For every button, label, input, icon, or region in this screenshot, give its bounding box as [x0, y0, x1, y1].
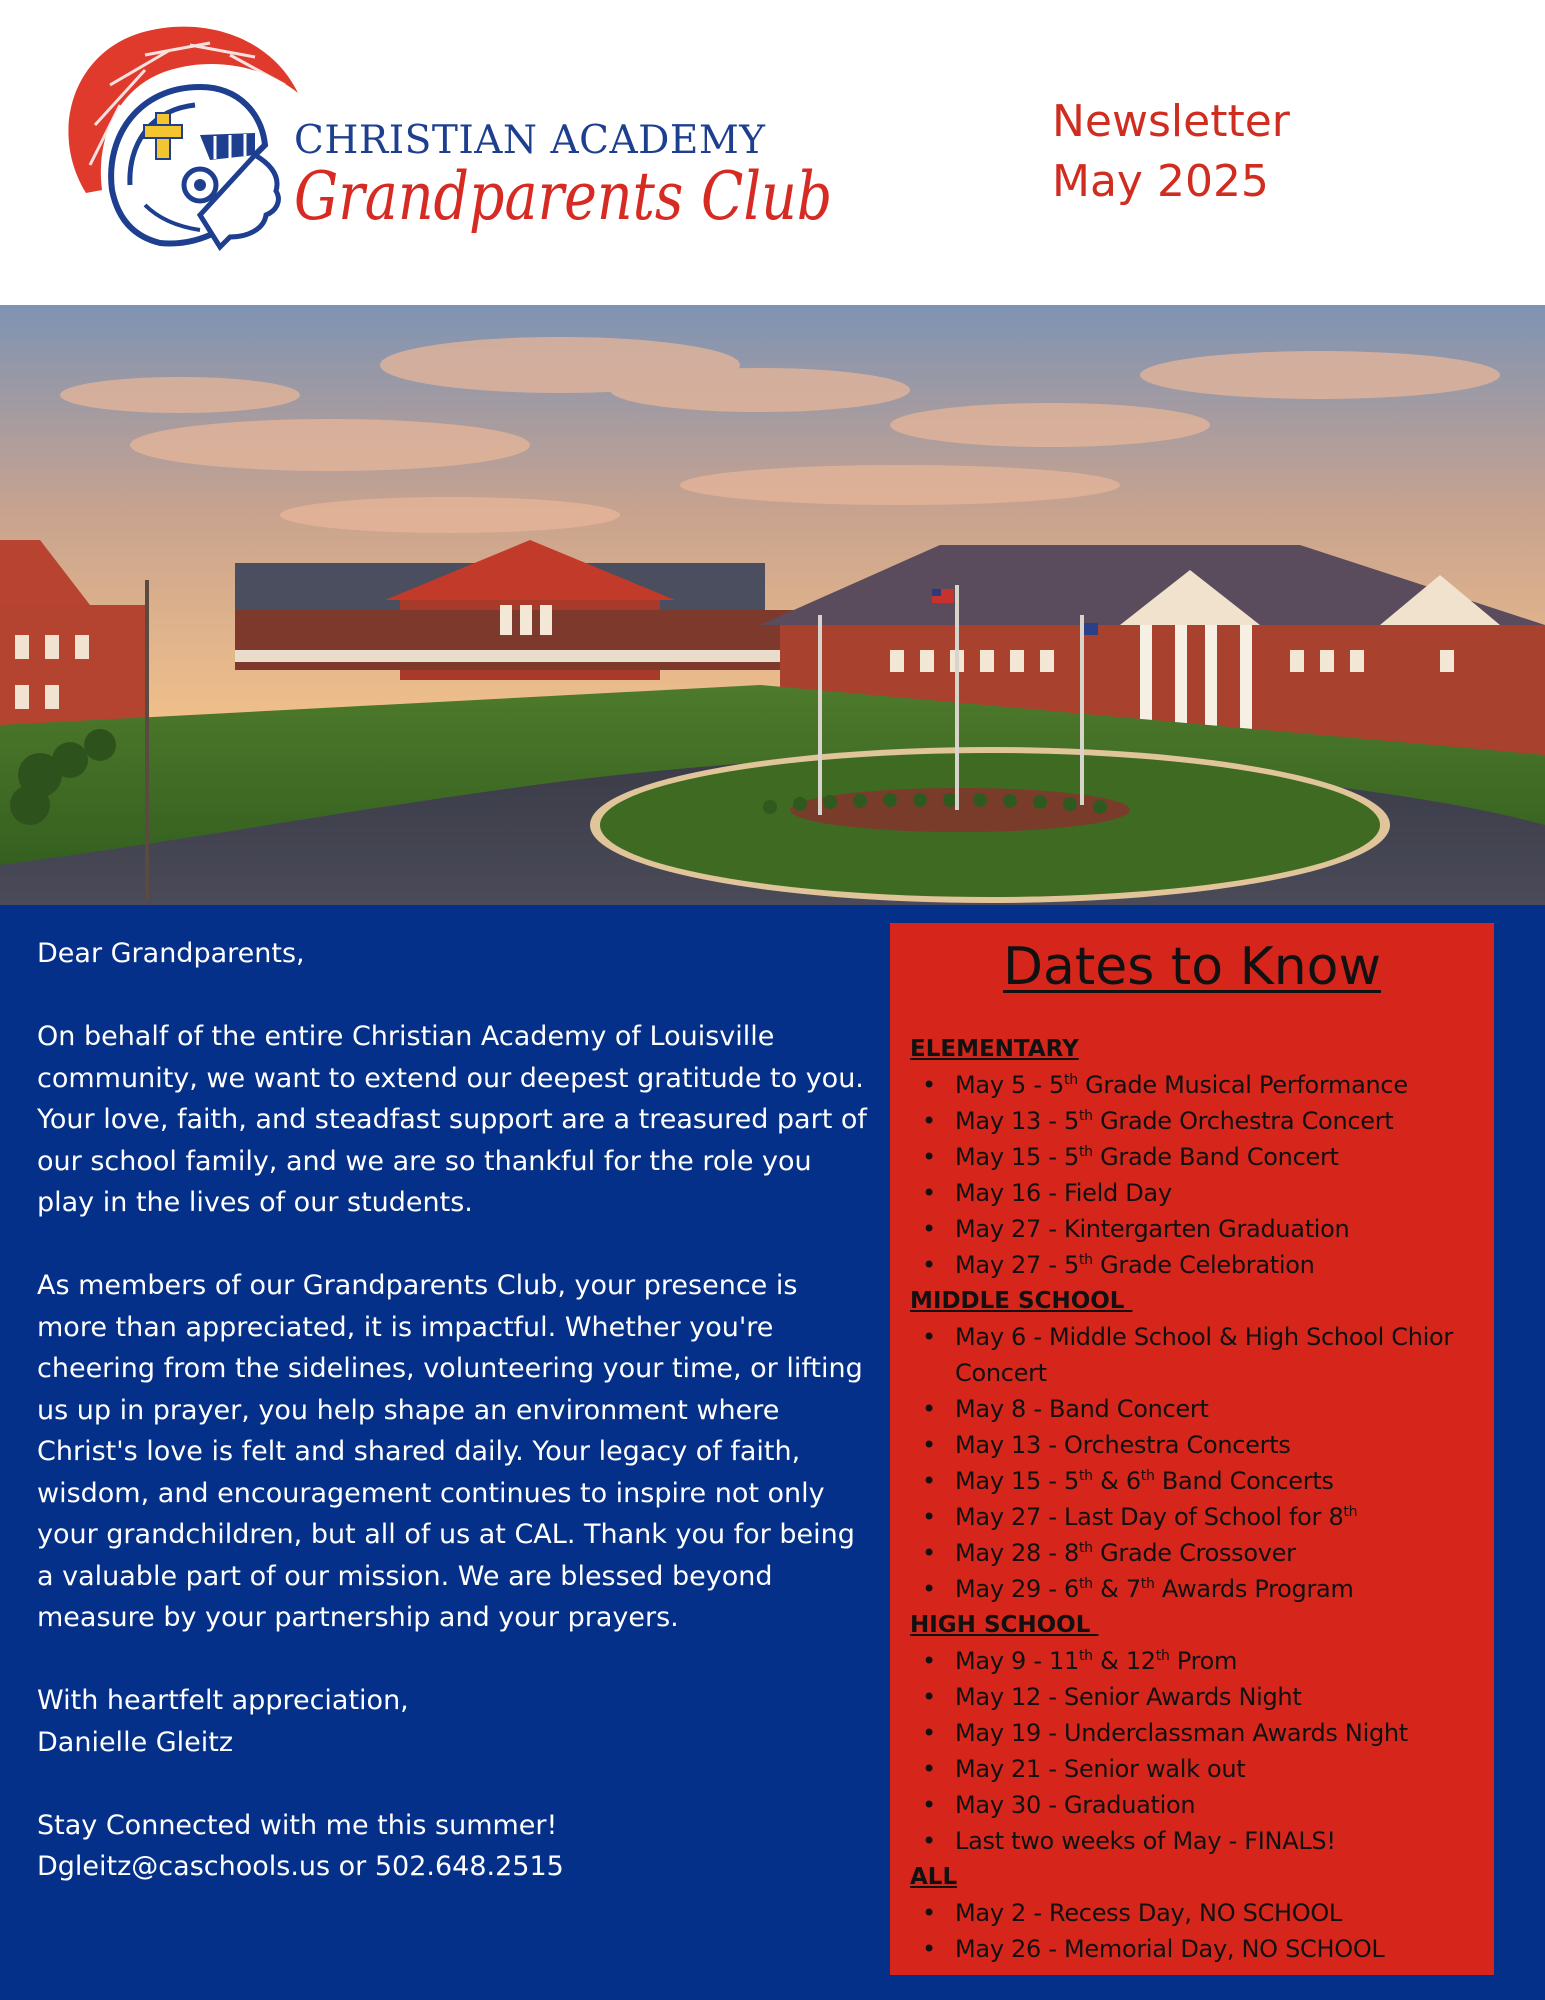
date-item [910, 1787, 1490, 1823]
dates-list [910, 1031, 1490, 1967]
ordinal-suffix: th [1140, 1576, 1155, 1592]
letter-greeting: Dear Grandparents, [37, 938, 305, 969]
date-item [910, 1535, 1490, 1571]
ordinal-suffix: th [1078, 1108, 1093, 1124]
date-item [910, 1247, 1490, 1283]
date-item-text: May 21 - Senior walk out [955, 1755, 1246, 1783]
date-item-text: Awards Program [1154, 1575, 1354, 1603]
spartan-helmet-logo [50, 15, 310, 275]
date-item-text: May 15 - 5 [955, 1467, 1079, 1495]
ordinal-suffix: th [1078, 1576, 1093, 1592]
date-item [910, 1103, 1490, 1139]
content-panel [0, 905, 1545, 2000]
date-item-text: & 7 [1092, 1575, 1141, 1603]
date-item-text: May 15 - 5 [955, 1143, 1079, 1171]
dates-to-know-box [890, 923, 1494, 1975]
date-item-text: Grade Crossover [1092, 1539, 1296, 1567]
ordinal-suffix: th [1140, 1468, 1155, 1484]
letter-signature: Danielle Gleitz [37, 1726, 234, 1758]
ordinal-suffix: th [1078, 1540, 1093, 1556]
date-item-text: Grade Celebration [1092, 1251, 1315, 1279]
date-item-text: May 19 - Underclassman Awards Night [955, 1719, 1408, 1747]
ordinal-suffix: th [1155, 1648, 1170, 1664]
date-item-text: & 12 [1092, 1647, 1156, 1675]
date-item [910, 1139, 1490, 1175]
date-item-text: Grade Orchestra Concert [1092, 1107, 1394, 1135]
date-item-text: Last two weeks of May - FINALS! [955, 1827, 1336, 1855]
date-item-text: May 30 - Graduation [955, 1791, 1196, 1819]
date-item-text: May 16 - Field Day [955, 1179, 1172, 1207]
date-item [910, 1211, 1490, 1247]
date-item-text: Prom [1169, 1647, 1238, 1675]
brand-name: CHRISTIAN ACADEMY [294, 118, 766, 163]
date-item-text: Grade Band Concert [1092, 1143, 1339, 1171]
ordinal-suffix: th [1078, 1648, 1093, 1664]
date-item-text: May 5 - 5 [955, 1071, 1065, 1099]
date-item [910, 1499, 1490, 1535]
date-item [910, 1823, 1490, 1859]
date-item-text: May 29 - 6 [955, 1575, 1079, 1603]
date-item-text: May 9 - 11 [955, 1647, 1079, 1675]
contact-line: Stay Connected with me this summer! [37, 1809, 558, 1841]
date-item [910, 1679, 1490, 1715]
letter-paragraph-1: On behalf of the entire Christian Academy of Louisville community, we want to extend our deepest gratitude to you. Your love, faith, and steadfast support are a treasured part of our school family, and we are so thankful for the role you play in the lives of our students. [37, 1021, 867, 1218]
letter-paragraph-2: As members of our Grandparents Club, your presence is more than appreciated, it is impactful. Whether you're cheering from the sidelines, volunteering your time, or lifting us up in prayer, you help shape an environment where Christ's love is felt and shared daily. Your legacy of faith, wisdom, and encouragement continues to inspire not only your grandchildren, but all of us at CAL. Thank you for being a valuable part of our mission. We are blessed beyond measure by your partnership and your prayers. [37, 1270, 863, 1633]
date-item [910, 1643, 1490, 1679]
date-item [910, 1931, 1490, 1967]
dates-section-heading: HIGH SCHOOL [910, 1612, 1099, 1638]
date-item-text: Band Concerts [1154, 1467, 1334, 1495]
date-item-text: May 27 - 5 [955, 1251, 1079, 1279]
date-item-text: May 27 - Kintergarten Graduation [955, 1215, 1350, 1243]
date-item-text: May 13 - 5 [955, 1107, 1079, 1135]
date-item-text: May 28 - 8 [955, 1539, 1079, 1567]
date-item-text: May 6 - Middle School & High School Chior Concert [955, 1323, 1453, 1387]
date-item [910, 1175, 1490, 1211]
date-item-text: May 8 - Band Concert [955, 1395, 1209, 1423]
dates-title: Dates to Know [1002, 937, 1382, 997]
ordinal-suffix: th [1078, 1144, 1093, 1160]
date-item-text: May 2 - Recess Day, NO SCHOOL [955, 1899, 1343, 1927]
newsletter-label: Newsletter [1052, 96, 1290, 147]
date-item [910, 1715, 1490, 1751]
dates-section-heading: ALL [910, 1864, 958, 1890]
date-item-text: May 26 - Memorial Day, NO SCHOOL [955, 1935, 1385, 1963]
date-item [910, 1751, 1490, 1787]
date-item [910, 1895, 1490, 1931]
newsletter-date: May 2025 [1052, 156, 1269, 207]
letter-to-grandparents [37, 933, 867, 1888]
date-item [910, 1427, 1490, 1463]
date-item [910, 1463, 1490, 1499]
date-item-text: May 13 - Orchestra Concerts [955, 1431, 1291, 1459]
letter-closing: With heartfelt appreciation, [37, 1685, 409, 1716]
date-item-text: Grade Musical Performance [1077, 1071, 1408, 1099]
contact-details: Dgleitz@caschools.us or 502.648.2515 [37, 1851, 564, 1882]
campus-photo [0, 305, 1545, 905]
dates-section-heading: MIDDLE SCHOOL [910, 1288, 1133, 1314]
date-item [910, 1067, 1490, 1103]
dates-section-heading: ELEMENTARY [910, 1036, 1079, 1062]
newsletter-header [0, 0, 1545, 305]
campus-illustration [0, 305, 1545, 905]
date-item [910, 1319, 1490, 1391]
date-item-text: May 27 - Last Day of School for 8 [955, 1503, 1344, 1531]
brand-club-name: Grandparents Club [294, 158, 833, 235]
date-item [910, 1571, 1490, 1607]
ordinal-suffix: th [1343, 1504, 1358, 1520]
ordinal-suffix: th [1078, 1468, 1093, 1484]
newsletter-title [1052, 92, 1290, 212]
ordinal-suffix: th [1064, 1072, 1078, 1088]
date-item-text: & 6 [1092, 1467, 1141, 1495]
date-item [910, 1391, 1490, 1427]
date-item-text: May 12 - Senior Awards Night [955, 1683, 1302, 1711]
ordinal-suffix: th [1078, 1252, 1093, 1268]
